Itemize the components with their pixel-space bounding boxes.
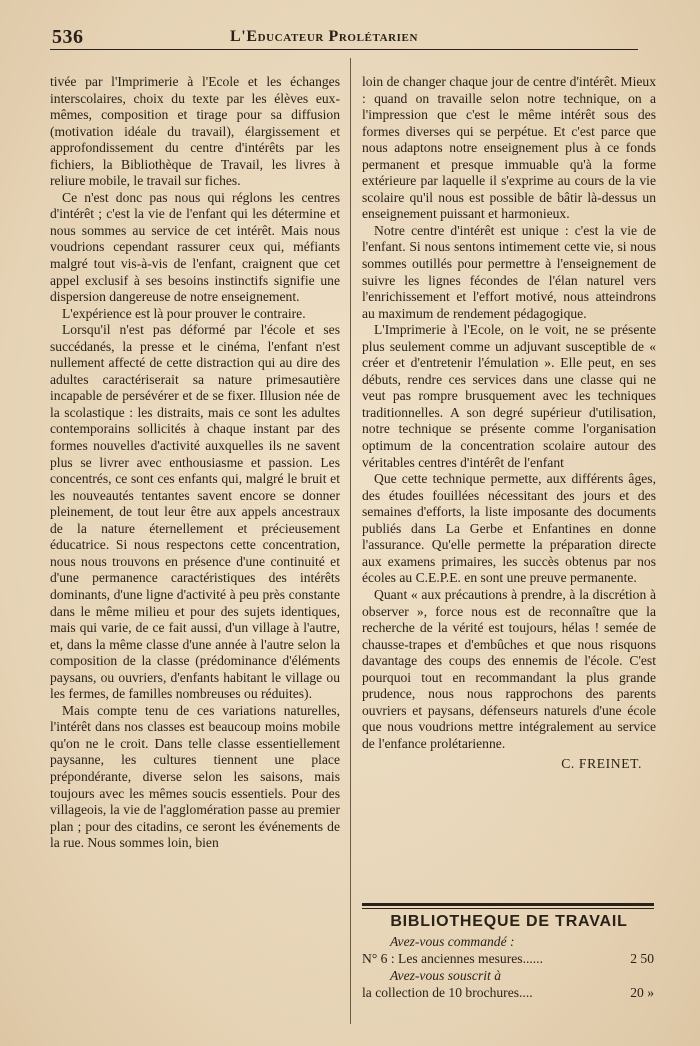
paragraph: Mais compte tenu de ces variations naturelles, l'intérêt dans nos classes est beaucoup moins mobile qu'on ne le croit. Dans telle classe essentiellement paysanne, les cultures tiennent une place prépondérante, diverse selon les saisons, mais toujours avec les mêmes soucis essentiels. Pour des villageois, la vie de l'agglomération passe au premier plan ; pour des citadins, ce seront les événements de la rue. Nous sommes loin, bien xyxy=(50,702,340,851)
biblio-question: Avez-vous commandé : xyxy=(390,934,515,949)
header-rule xyxy=(50,49,638,50)
paragraph: Quant « aux précautions à prendre, à la discrétion à observer », force nous est de reconnaître que la recherche de la vérité est toujours, hélas ! semée de chausse-trapes et d'embûches et que nous risquons davantage des coups des ennemis de l'école. C'est pourquoi tout en recommandant la plus grande prudence, nous nous rapprochons des parents ouvriers et paysans, défenseurs naturels d'une école que nous voudrions mettre intégralement au service de l'enfance prolétarienne. xyxy=(362,586,656,751)
biblio-item-price: 20 » xyxy=(630,985,654,1000)
paragraph: Que cette technique permette, aux différents âges, des études fouillées nécessitant des jours et des semaines d'efforts, la liste imposante des documents publiés dans La Gerbe et Enfantines en donne l'assurance. Qu'elle permette la préparation directe aux examens primaires, les succès obtenus par nos écoles au C.E.P.E. en sont une preuve permanente. xyxy=(362,471,656,586)
page-number: 536 xyxy=(52,26,84,48)
page-header xyxy=(50,24,640,52)
left-column xyxy=(50,74,340,852)
bibliotheque-box xyxy=(362,903,656,1001)
paragraph: L'expérience est là pour prouver le contraire. xyxy=(62,305,306,321)
biblio-item xyxy=(362,950,656,967)
biblio-item-text: N° 6 : Les anciennes mesures...... xyxy=(362,951,543,966)
paragraph: tivée par l'Imprimerie à l'Ecole et les échanges interscolaires, choix du texte par les élèves eux-mêmes, composition et tirage pour sa diffusion (motivation idéale du travail), élargissement et approfondissement du centre d'intérêts par les fichiers, la Bibliothèque de Travail, les livres à reliure mobile, le travail sur fiches. xyxy=(50,74,340,189)
column-divider xyxy=(350,58,351,1024)
biblio-rule xyxy=(362,908,654,909)
biblio-title: BIBLIOTHEQUE DE TRAVAIL xyxy=(390,913,628,930)
biblio-question: Avez-vous souscrit à xyxy=(390,968,501,983)
signature: C. FREINET. xyxy=(561,756,642,772)
biblio-rule xyxy=(362,903,654,906)
paragraph: L'Imprimerie à l'Ecole, on le voit, ne se présente plus seulement comme un adjuvant susceptible de « créer et d'entretenir l'émulation ». Elle peut, en ses débuts, rendre ces services dans une classe qui ne veut pas rompre brusquement avec les techniques traditionnelles. A son degré supérieur d'utilisation, notre technique se présente comme l'organisation optimum de la concentration scolaire autour des véritables centres d'intérêt de l'enfant xyxy=(362,322,656,470)
paragraph: Ce n'est donc pas nous qui réglons les centres d'intérêt ; c'est la vie de l'enfant qui les détermine et nous sommes au service de cet intérêt. Mais nous voudrions cependant rassurer ceux qui, méfiants malgré tout vis-à-vis de l'enfant, craignent que cet appel exclusif à ses besoins instinctifs signifie une dispersion dangereuse de notre enseignement. xyxy=(50,189,340,305)
biblio-item-text: la collection de 10 brochures.... xyxy=(362,985,533,1000)
running-head: L'Educateur Prolétarien xyxy=(230,28,419,45)
biblio-item-price: 2 50 xyxy=(630,951,654,966)
paragraph: loin de changer chaque jour de centre d'intérêt. Mieux : quand on travaille selon notre technique, on a l'impression que c'est le même intérêt sous des formes diverses qui se perpétue. Et c'est parce que nous adaptons notre enseignement plus à ce fonds permanent et presque immuable qu'à la forme extérieure par laquelle il s'exprime au cours de la vie scolaire qu'il nous est possible de bâtir là-dessus un enseignement puissant et harmonieux. xyxy=(362,74,656,222)
paragraph: Notre centre d'intérêt est unique : c'est la vie de l'enfant. Si nous sentons intimement cette vie, si nous sommes outillés pour permettre à l'enseignement de suivre les lignes fécondes de l'élan naturel vers l'enrichissement et l'effort motivé, nous atteindrons au maximum de rendement pédagogique. xyxy=(362,222,656,321)
right-column xyxy=(362,74,656,773)
paragraph: Lorsqu'il n'est pas déformé par l'école et ses succédanés, la presse et le cinéma, l'enfant n'est nullement affecté de cette distraction qui au dire des adultes caractériserait sa nature primesautière incapable de persévérer et de se fixer. Illusion née de la scolastique : les distraits, mais ce sont les adultes contemporains sollicités à chaque instant par des formes nouvelles d'activité auxquelles ils ne savent plus se livrer avec enthousiasme et passion. Les concentrés, ce sont ces enfants qui, malgré le bruit et les nouveautés tentantes savent encore se donner pleinement, de tout leur être aux appels ancestraux de la nature éternellement et précieusement éducatrice. Si nous respectons cette concentration, nous nous trouvons en présence d'une continuité et d'une permanence caractéristiques des intérêts dominants, d'une ligne d'activité à peu près constante dans le même milieu et pour des sujets identiques, mais qui varie, de ce fait aussi, d'un village à l'autre, et, dans la même classe d'une année à l'autre selon la composition de la classe (prédominance d'éléments paysans, ou ouvriers, d'enfants habitant le village ou les fermes, de familles nombreuses ou réduites). xyxy=(50,322,340,702)
biblio-item xyxy=(362,984,656,1001)
